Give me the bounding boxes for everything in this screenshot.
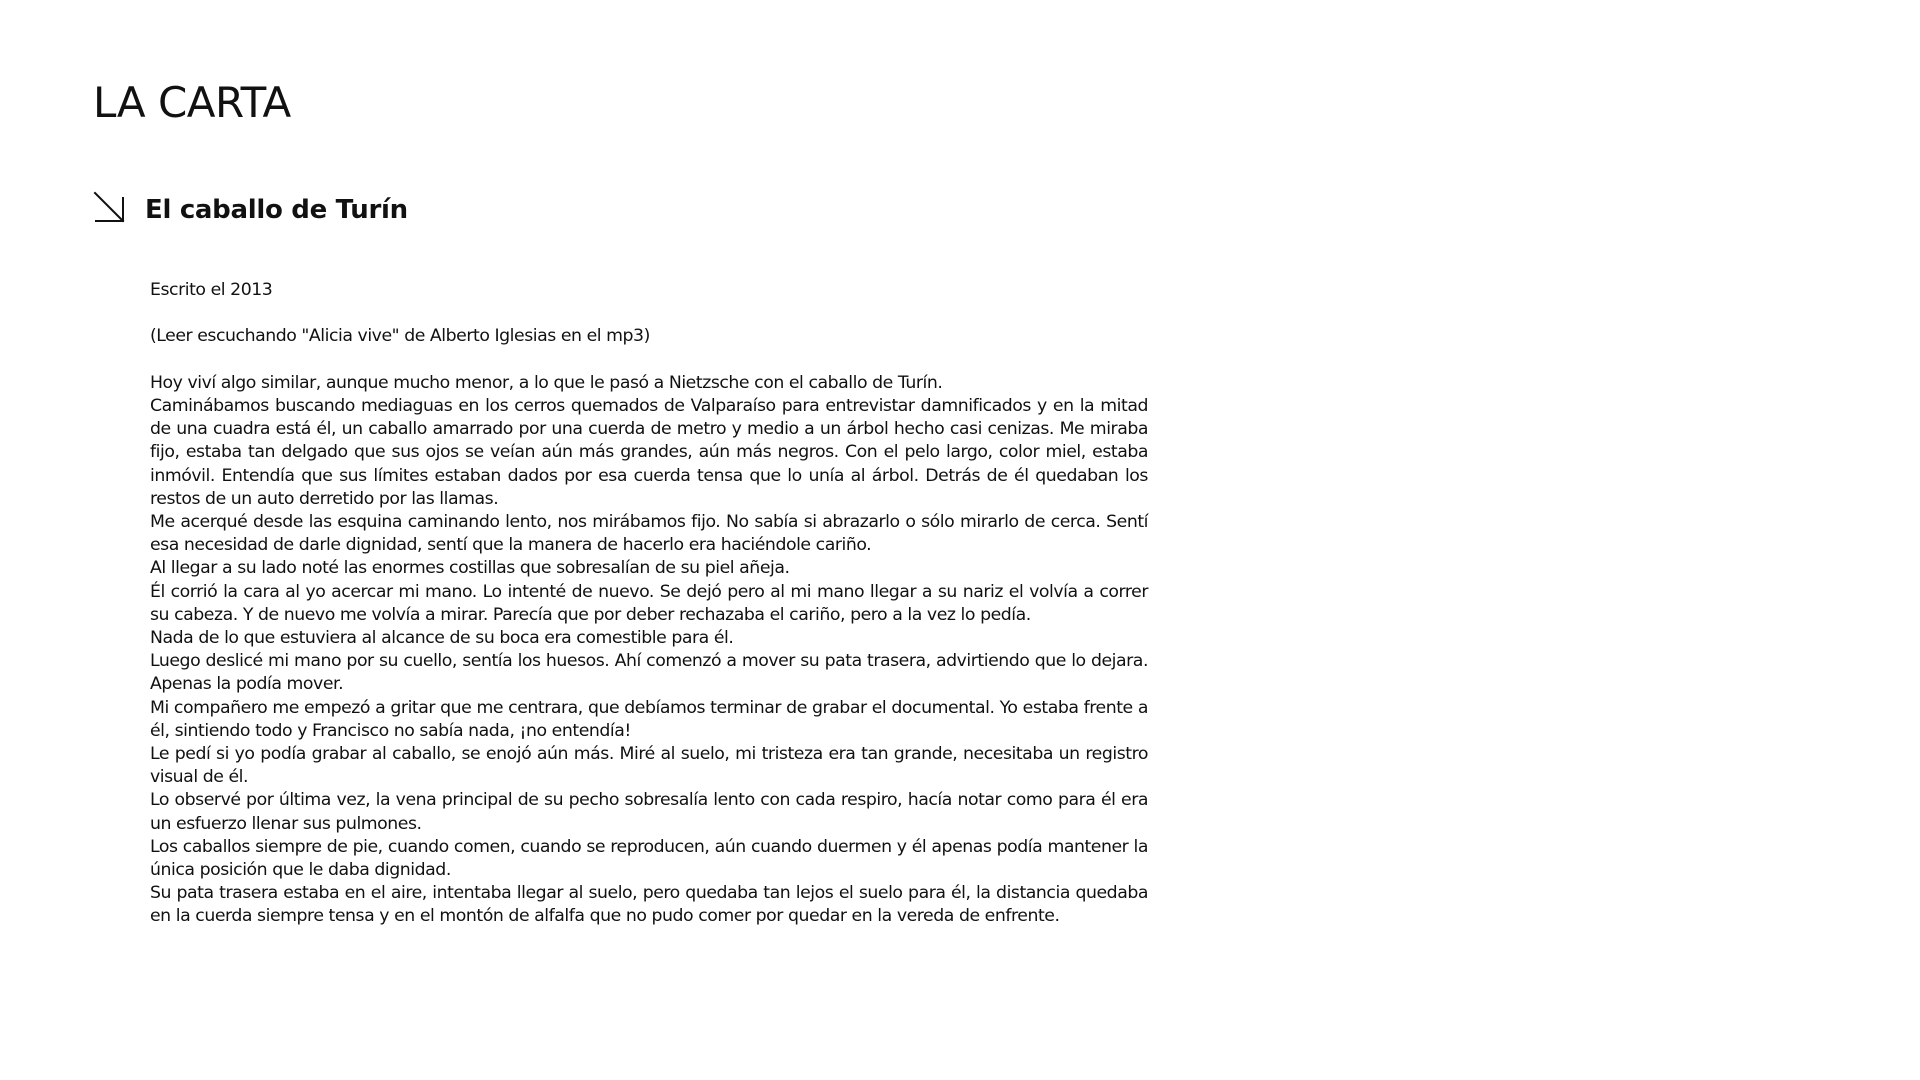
letter-paragraph: Su pata trasera estaba en el aire, intentaba llegar al suelo, pero quedaba tan lejos el suelo para él, la distancia quedaba en la cuerda siempre tensa y en el montón de alfalfa que no pudo comer por quedar en la vereda de enfrente. xyxy=(150,883,1148,927)
letter-paragraph: Me acerqué desde las esquina caminando lento, nos mirábamos fijo. No sabía si abrazarlo o sólo mirarlo de cerca. Sentí esa necesidad de darle dignidad, sentí que la manera de hacerlo era haciéndole cariño. xyxy=(150,512,1148,556)
letter-paragraph: Nada de lo que estuviera al alcance de su boca era comestible para él. xyxy=(150,628,734,649)
letter-paragraph: Los caballos siempre de pie, cuando comen, cuando se reproducen, aún cuando duermen y él apenas podía mantener la única posición que le daba dignidad. xyxy=(150,836,1148,881)
letter-paragraph: Le pedí si yo podía grabar al caballo, se enojó aún más. Miré al suelo, mi tristeza era tan grande, necesitaba un registro visual de él. xyxy=(150,744,1148,788)
listening-note: (Leer escuchando "Alicia vive" de Alberto Iglesias en el mp3) xyxy=(150,326,650,347)
letter-paragraph: Mi compañero me empezó a gritar que me centrara, que debíamos terminar de grabar el documental. Yo estaba frente a él, sintiendo todo y Francisco no sabía nada, ¡no entendía! xyxy=(150,697,1148,741)
page-title: LA CARTA xyxy=(93,78,291,127)
letter-paragraph: Lo observé por última vez, la vena principal de su pecho sobresalía lento con cada respiro, hacía notar como para él era un esfuerzo llenar sus pulmones. xyxy=(150,790,1148,834)
letter-paragraph: Luego deslicé mi mano por su cuello, sentía los huesos. Ahí comenzó a mover su pata trasera, advirtiendo que lo dejara. Apenas la podía mover. xyxy=(150,651,1148,695)
letter-paragraph: Al llegar a su lado noté las enormes costillas que sobresalían de su piel añeja. xyxy=(150,558,790,579)
letter-body xyxy=(150,279,1148,929)
section-title: El caballo de Turín xyxy=(145,195,408,225)
letter-paragraph: Hoy viví algo similar, aunque mucho menor, a lo que le pasó a Nietzsche con el caballo de Turín. xyxy=(150,372,943,393)
section-header xyxy=(93,195,408,225)
written-date: Escrito el 2013 xyxy=(150,280,273,300)
arrow-down-right-icon xyxy=(93,191,125,223)
letter-paragraph: Él corrió la cara al yo acercar mi mano. Lo intenté de nuevo. Se dejó pero al mi mano llegar a su nariz el volvía a correr su cabeza. Y de nuevo me volvía a mirar. Parecía que por deber rechazaba el cariño, pero a la vez lo pedía. xyxy=(150,581,1148,625)
letter-paragraph: Caminábamos buscando mediaguas en los cerros quemados de Valparaíso para entrevistar damnificados y en la mitad de una cuadra está él, un caballo amarrado por una cuerda de metro y medio a un árbol hecho casi cenizas. Me miraba fijo, estaba tan delgado que sus ojos se veían aún más grandes, aún más negros. Con el pelo largo, color miel, estaba inmóvil. Entendía que sus límites estaban dados por esa cuerda tensa que lo unía al árbol. Detrás de él quedaban los restos de un auto derretido por las llamas. xyxy=(150,395,1148,509)
